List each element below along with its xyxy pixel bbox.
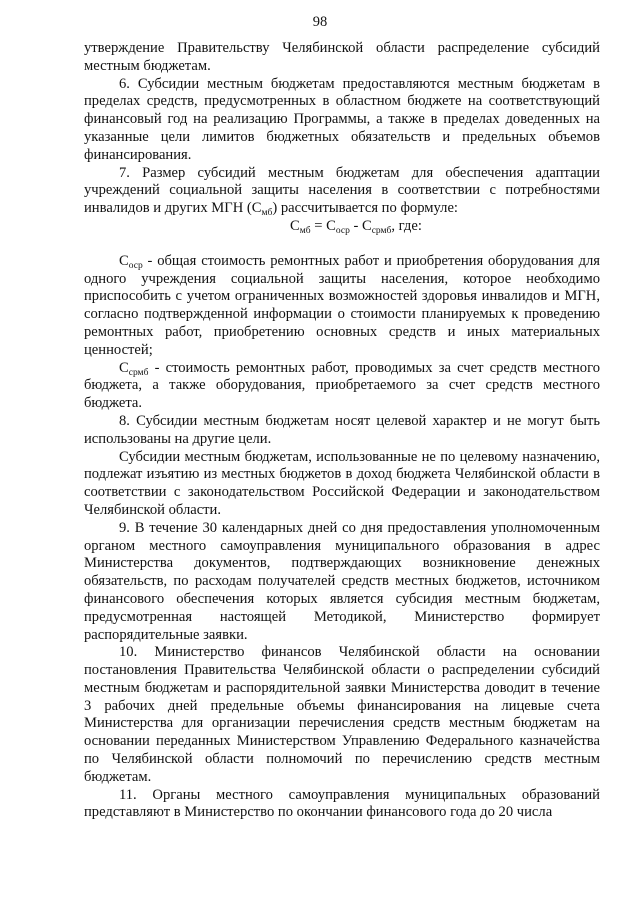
subscript: срмб: [371, 225, 392, 236]
paragraph-10: 10. Министерство финансов Челябинской области на основании постановления Правительства Челябинской области о распределении субсидий местным бюджетам и распорядительной заявки Министерства доводит в течение 3 рабочих дней предельные объемы финансирования на лицевые счета Министерства для организации перечисления средств местным бюджетам на основании переданных Министерством Управлению Федерального казначейства по Челябинской области полномочий по перечислению средств местным бюджетам.: [84, 644, 600, 785]
formula: $С_{мб} = С_{оср} - С_{срмб}$, где:: [290, 217, 422, 236]
definition-c-srmb: $С_{срмб}$ - стоимость ремонтных работ, проводимых за счет средств местного бюджета, а также оборудования, приобретаемого за счет средств местного бюджета.: [84, 359, 600, 412]
paragraph-8-misuse: Субсидии местным бюджетам, использованные не по целевому назначению, подлежат изъятию из местных бюджетов в доход бюджета Челябинской области в соответствии с законодательством Российской Федерации и законодательством Челябинской области.: [84, 448, 600, 518]
paragraph-11: 11. Органы местного самоуправления муниципальных образований представляют в Министерство по окончании финансового года до 20 числа: [84, 786, 600, 821]
subscript: оср: [128, 260, 143, 271]
subscript: мб: [261, 208, 273, 219]
page-number: 98: [312, 14, 328, 30]
paragraph-7: 7. Размер субсидий местным бюджетам для обеспечения адаптации учреждений социальной защиты населения в соответствии с потребностями инвалидов и других МГН $(С_{мб})$ рассчитывается по формуле:: [84, 164, 600, 219]
subscript: мб: [299, 225, 311, 236]
paragraph-6: 6. Субсидии местным бюджетам предоставляются местным бюджетам в пределах средств, предусмотренных в областном бюджете на соответствующий финансовый год на реализацию Программы, а также в пределах доведенных на указанные цели лимитов бюджетных обязательств и предельных объемов финансирования.: [84, 75, 600, 163]
subscript: оср: [335, 225, 350, 236]
paragraph-9: 9. В течение 30 календарных дней со дня предоставления уполномоченным органом местного самоуправления муниципального образования в адрес Министерства документов, подтверждающих возникновение денежных обязательств, по расходам получателей средств местных бюджетов, источником финансового обеспечения которых является субсидия местным бюджетам, предусмотренная настоящей Методикой, Министерство формирует распорядительные заявки.: [84, 519, 600, 643]
definition-c-osr: $С_{оср}$ - общая стоимость ремонтных работ и приобретения оборудования для одного учреждения социальной защиты населения, которое необходимо приспособить с учетом ограниченных возможностей здоровья инвалидов и МГН, согласно подтвержденной информации о стоимости планируемых к проведению ремонтных работ, приобретению основных средств и иных материальных ценностей;: [84, 252, 600, 358]
paragraph-approval: утверждение Правительству Челябинской области распределение субсидий местным бюджетам.: [84, 40, 600, 74]
paragraph-8: 8. Субсидии местным бюджетам носят целевой характер и не могут быть использованы на другие цели.: [84, 412, 600, 447]
document-body: [84, 40, 600, 822]
subscript: срмб: [128, 367, 149, 378]
